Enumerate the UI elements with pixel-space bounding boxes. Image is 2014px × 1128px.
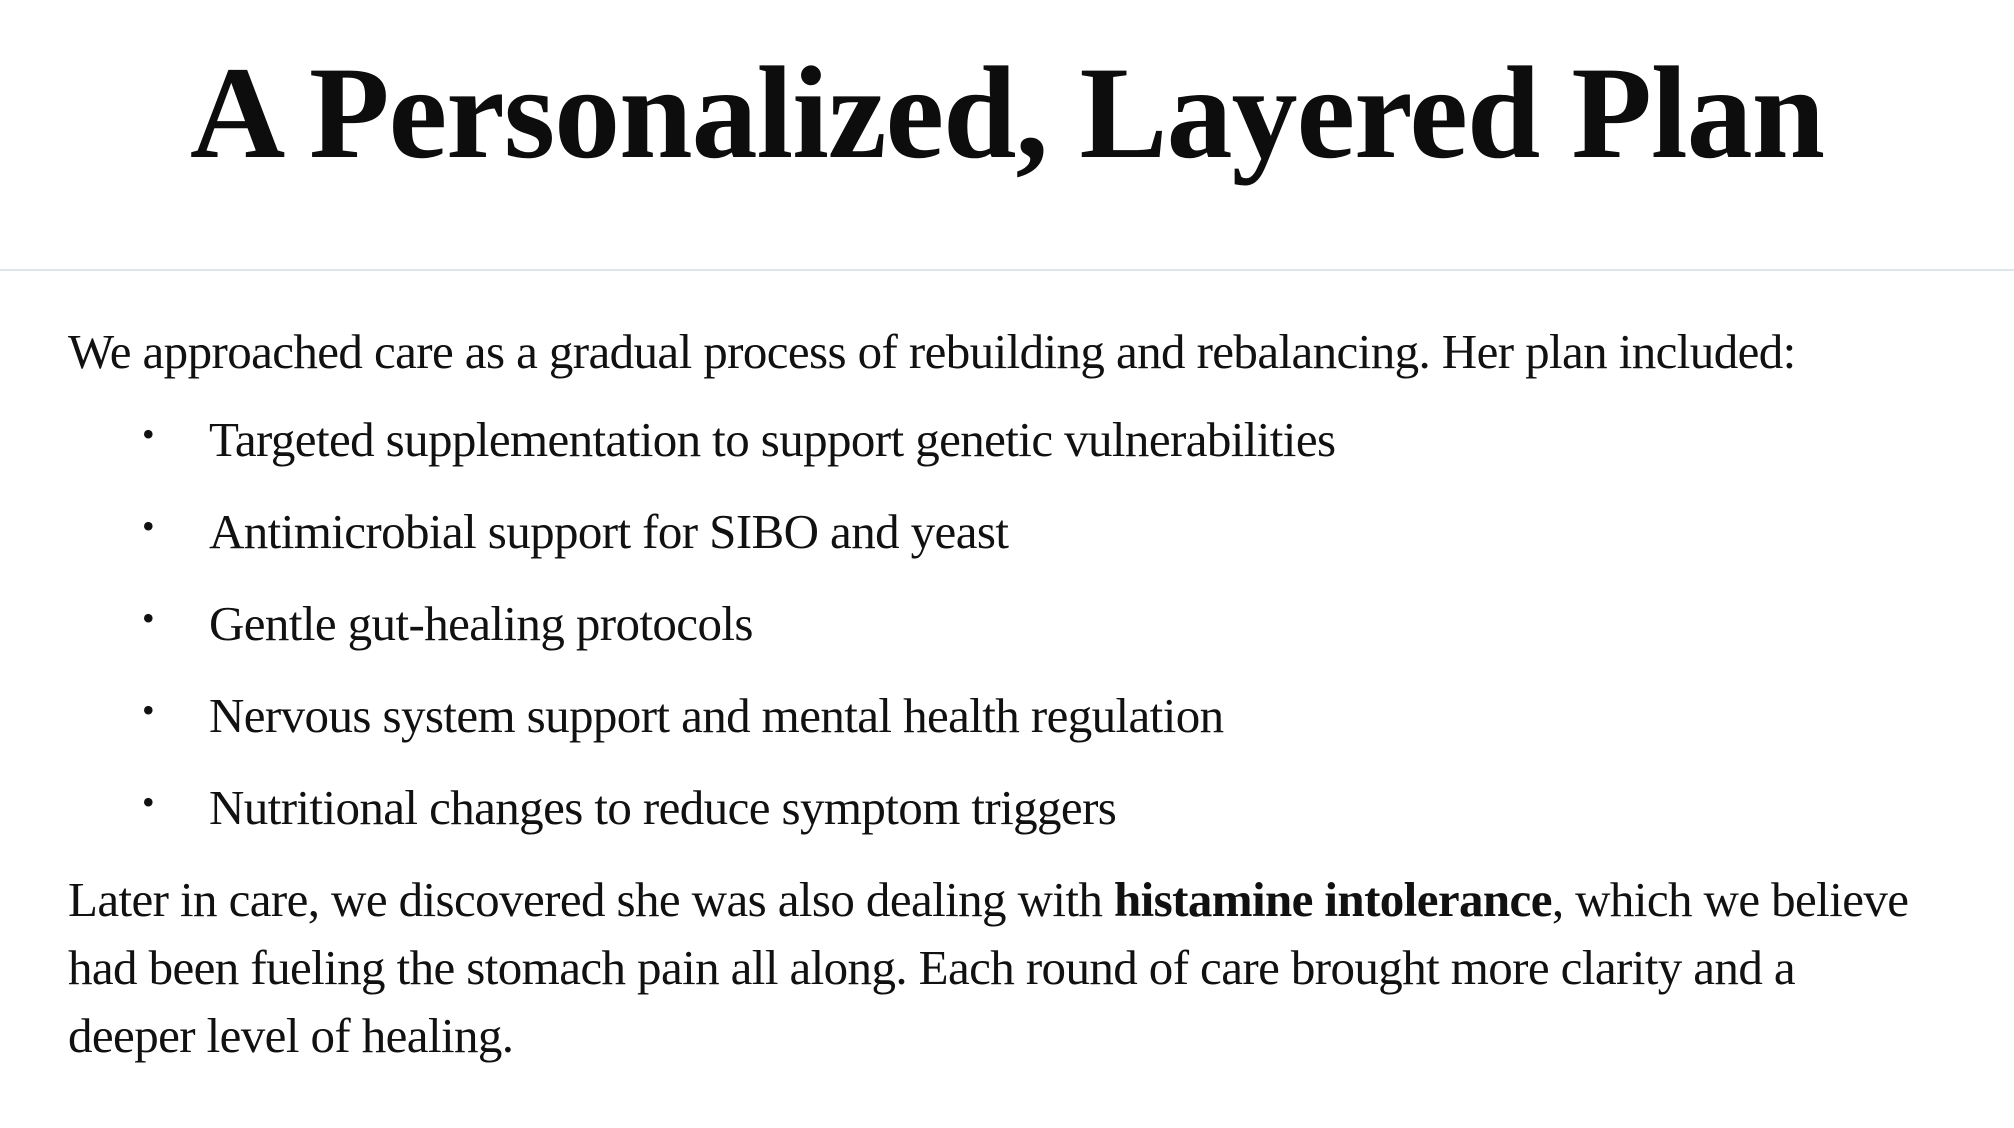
bullet-icon: • [142,414,155,454]
closing-text-start: Later in care, we discovered she was also dealing with [68,872,1114,927]
plan-list-item [68,682,1958,774]
plan-item-text: Nutritional changes to reduce symptom triggers [209,780,1117,835]
closing-paragraph [68,866,1958,1070]
closing-text-line3: deeper level of healing. [68,1008,514,1063]
intro-paragraph: We approached care as a gradual process of rebuilding and rebalancing. Her plan included: [68,324,1796,379]
plan-list-item [68,498,1958,590]
plan-list-item [68,406,1958,498]
plan-item-text: Gentle gut-healing protocols [209,596,753,651]
plan-list-item [68,774,1958,866]
bullet-icon: • [142,782,155,822]
plan-list-item [68,590,1958,682]
bullet-icon: • [142,690,155,730]
closing-text-line1-end: , which we believe [1551,872,1909,927]
bullet-icon: • [142,598,155,638]
plan-list [68,406,1958,866]
closing-text-line2: had been fueling the stomach pain all along. Each round of care brought more clarity and a [68,940,1796,995]
plan-item-text: Nervous system support and mental health regulation [209,688,1224,743]
bullet-icon: • [142,506,155,546]
page-title: A Personalized, Layered Plan [189,39,1825,186]
plan-item-text: Targeted supplementation to support genetic vulnerabilities [209,412,1336,467]
document-body [68,318,1958,1070]
plan-item-text: Antimicrobial support for SIBO and yeast [209,504,1009,559]
emphasis-text: histamine intolerance [1113,872,1552,927]
header-divider [0,269,2014,271]
